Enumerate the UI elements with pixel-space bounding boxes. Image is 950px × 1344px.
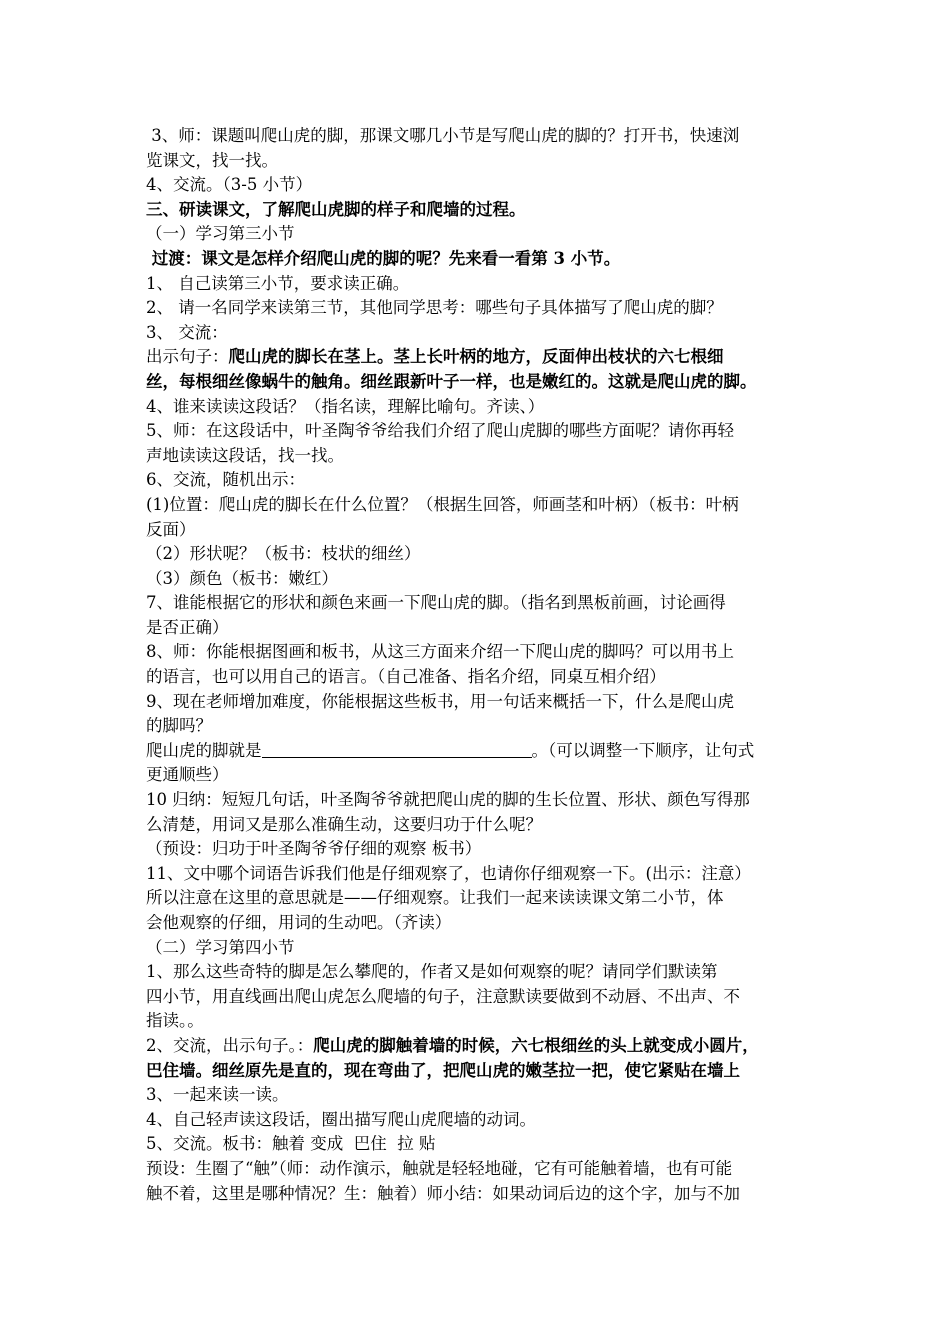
text-line: 四小节，用直线画出爬山虎怎么爬墙的句子，注意默读要做到不动唇、不出声、不 bbox=[146, 986, 740, 1006]
blank-prefix: 爬山虎的脚就是 bbox=[146, 740, 262, 760]
text-line: 5、师：在这段话中，叶圣陶爷爷给我们介绍了爬山虎脚的哪些方面呢？请你再轻 bbox=[146, 421, 734, 441]
text-line: 3、 交流： bbox=[146, 322, 228, 342]
subsection-heading: （一）学习第三小节 bbox=[146, 224, 295, 244]
transition-line: 过渡：课文是怎样介绍爬山虎的脚的呢？先来看一看第 3 小节。 bbox=[146, 248, 621, 268]
text-line: 6、交流，随机出示： bbox=[146, 470, 305, 490]
bold-quote: 丝，每根细丝像蜗牛的触角。细丝跟新叶子一样，也是嫩红的。这就是爬山虎的脚。 bbox=[146, 371, 757, 391]
text-line: 1、那么这些奇特的脚是怎么攀爬的，作者又是如何观察的呢？请同学们默读第 bbox=[146, 962, 718, 982]
text-line: 1、 自己读第三小节，要求读正确。 bbox=[146, 273, 410, 293]
bold-quote: 巴住墙。细丝原先是直的，现在弯曲了，把爬山虎的嫩茎拉一把，使它紧贴在墙上 bbox=[146, 1060, 740, 1080]
blank-suffix: 。（可以调整一下顺序，让句式 bbox=[531, 740, 755, 760]
text-line: （预设：归功于叶圣陶爷爷仔细的观察 板书） bbox=[146, 839, 482, 859]
text-line: 预设：生圈了“触”（师：动作演示，触就是轻轻地碰，它有可能触着墙，也有可能 bbox=[146, 1158, 733, 1178]
text-line: 10 归纳：短短几句话，叶圣陶爷爷就把爬山虎的脚的生长位置、形状、颜色写得那 bbox=[146, 790, 750, 810]
text-line: 2、 请一名同学来读第三节，其他同学思考：哪些句子具体描写了爬山虎的脚？ bbox=[146, 298, 723, 318]
text-line: 更通顺些） bbox=[146, 765, 229, 785]
text-line: 7、谁能根据它的形状和颜色来画一下爬山虎的脚。（指名到黑板前画，讨论画得 bbox=[146, 593, 726, 613]
text-line: 4、交流。（3-5 小节） bbox=[146, 175, 313, 195]
text-prefix: 出示句子： bbox=[146, 347, 229, 367]
subsection-heading: （二）学习第四小节 bbox=[146, 937, 295, 957]
text-line: 反面） bbox=[146, 519, 196, 539]
text-line: 是否正确） bbox=[146, 617, 229, 637]
text-line: 11、文中哪个词语告诉我们他是仔细观察了，也请你仔细观察一下。(出示：注意） bbox=[146, 863, 751, 883]
text-line: 5、交流。板书：触着 变成 巴住 拉 贴 bbox=[146, 1134, 436, 1154]
text-line: 指读。。 bbox=[146, 1011, 204, 1031]
text-line: 8、师：你能根据图画和板书，从这三方面来介绍一下爬山虎的脚吗？可以用书上 bbox=[146, 642, 734, 662]
fill-in-blank-line bbox=[146, 739, 810, 764]
text-line: 的语言，也可以用自己的语言。（自己准备、指名介绍，同桌互相介绍） bbox=[146, 667, 666, 687]
text-line: 的脚吗？ bbox=[146, 716, 212, 736]
text-line: （2）形状呢？（板书：枝状的细丝） bbox=[146, 544, 421, 564]
text-line: 3、一起来读一读。 bbox=[146, 1085, 289, 1105]
blank-underline bbox=[262, 741, 532, 758]
text-line: 4、谁来读读这段话？（指名读，理解比喻句。齐读、） bbox=[146, 396, 545, 416]
text-line: 触不着，这里是哪种情况？生：触着）师小结：如果动词后边的这个字，加与不加 bbox=[146, 1183, 740, 1203]
text-line: 9、现在老师增加难度，你能根据这些板书，用一句话来概括一下，什么是爬山虎 bbox=[146, 691, 734, 711]
text-line: 所以注意在这里的意思就是——仔细观察。让我们一起来读读课文第二小节，体 bbox=[146, 888, 724, 908]
text-prefix: 2、交流，出示句子。： bbox=[146, 1035, 314, 1055]
text-line: 3、师：课题叫爬山虎的脚，那课文哪几小节是写爬山虎的脚的？打开书，快速浏 bbox=[146, 126, 740, 145]
text-line: 会他观察的仔细，用词的生动吧。（齐读） bbox=[146, 913, 452, 932]
text-line: （3）颜色（板书：嫩红） bbox=[146, 568, 338, 588]
section-heading: 三、研读课文，了解爬山虎脚的样子和爬墙的过程。 bbox=[146, 199, 526, 219]
quoted-sentence-line bbox=[146, 1034, 810, 1059]
text-line: 声地读读这段话，找一找。 bbox=[146, 445, 344, 465]
text-line: 4、自己轻声读这段话，圈出描写爬山虎爬墙的动词。 bbox=[146, 1109, 536, 1129]
text-line: 览课文，找一找。 bbox=[146, 150, 278, 170]
text-line: (1)位置：爬山虎的脚长在什么位置？（根据生回答，师画茎和叶柄）（板书：叶柄 bbox=[146, 494, 739, 514]
text-line: 么清楚，用词又是那么准确生动，这要归功于什么呢？ bbox=[146, 814, 542, 834]
bold-quote: 爬山虎的脚触着墙的时候，六七根细丝的头上就变成小圆片， bbox=[313, 1035, 759, 1055]
document-page bbox=[146, 124, 810, 1206]
quoted-sentence-line bbox=[146, 345, 810, 370]
bold-quote: 爬山虎的脚长在茎上。茎上长叶柄的地方，反面伸出枝状的六七根细 bbox=[228, 347, 724, 367]
